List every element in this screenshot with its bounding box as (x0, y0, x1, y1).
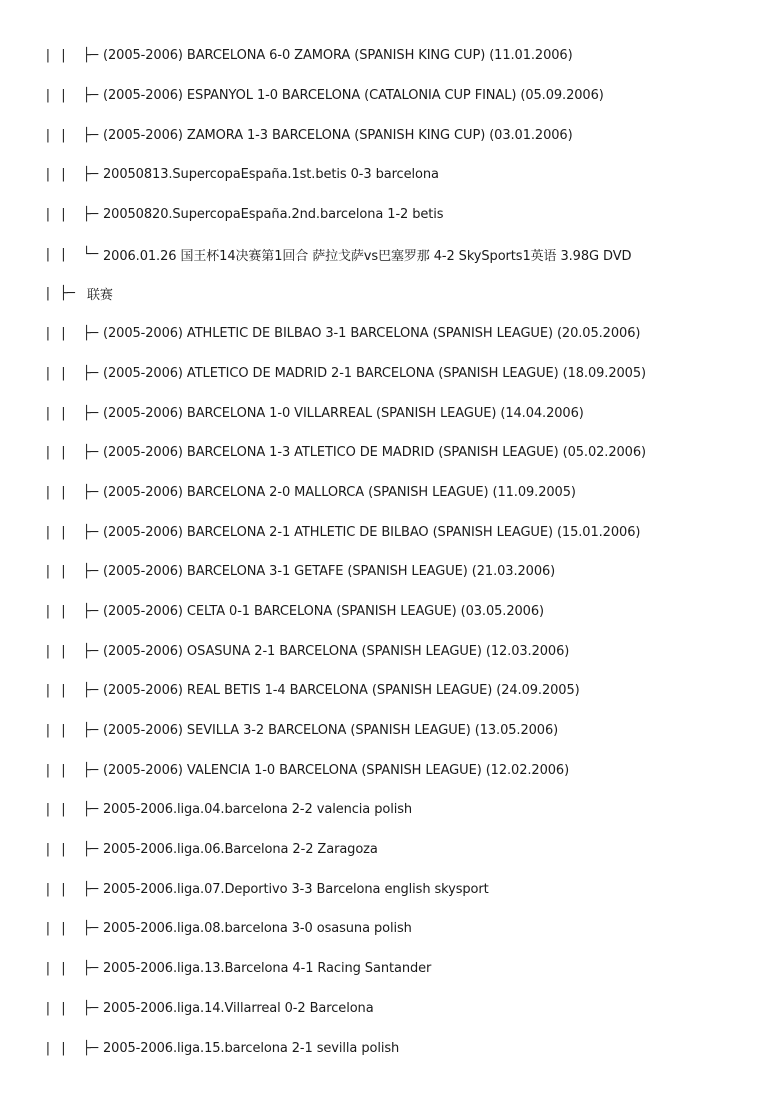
tree-branch-prefix: | | ├─ (44, 683, 99, 699)
file-name: (2005-2006) BARCELONA 2-0 MALLORCA (SPANISH LEAGUE) (11.09.2005) (103, 484, 576, 500)
tree-line (0, 750, 780, 790)
tree-line (0, 949, 780, 989)
file-name: (2005-2006) CELTA 0-1 BARCELONA (SPANISH LEAGUE) (03.05.2006) (103, 603, 544, 619)
tree-line (0, 354, 780, 394)
tree-branch-prefix: | | ├─ (44, 723, 99, 739)
file-name: (2005-2006) ATHLETIC DE BILBAO 3-1 BARCELONA (SPANISH LEAGUE) (20.05.2006) (103, 326, 641, 342)
tree-line (0, 314, 780, 354)
tree-branch-prefix: | | ├─ (44, 127, 99, 143)
tree-line (0, 155, 780, 195)
file-name: (2005-2006) BARCELONA 1-3 ATLETICO DE MADRID (SPANISH LEAGUE) (05.02.2006) (103, 445, 646, 461)
file-name: (2005-2006) ZAMORA 1-3 BARCELONA (SPANISH KING CUP) (03.01.2006) (103, 127, 573, 143)
tree-branch-prefix: | | ├─ (44, 564, 99, 580)
tree-branch-prefix: | | ├─ (44, 524, 99, 540)
tree-line (0, 274, 780, 314)
tree-branch-prefix: | | ├─ (44, 603, 99, 619)
tree-line (0, 830, 780, 870)
file-name: (2005-2006) REAL BETIS 1-4 BARCELONA (SPANISH LEAGUE) (24.09.2005) (103, 683, 580, 699)
tree-branch-prefix: | | ├─ (44, 207, 99, 223)
tree-line (0, 36, 780, 76)
tree-line (0, 234, 780, 274)
file-name: 2005-2006.liga.15.barcelona 2-1 sevilla polish (103, 1040, 400, 1056)
file-name: (2005-2006) BARCELONA 3-1 GETAFE (SPANISH LEAGUE) (21.03.2006) (103, 564, 556, 580)
file-name: 20050813.SupercopaEspaña.1st.betis 0-3 barcelona (103, 167, 439, 183)
file-name: (2005-2006) ATLETICO DE MADRID 2-1 BARCELONA (SPANISH LEAGUE) (18.09.2005) (103, 365, 646, 381)
tree-branch-prefix: | | ├─ (44, 48, 99, 64)
tree-branch-prefix: | | ├─ (44, 1000, 99, 1016)
tree-branch-prefix: | | ├─ (44, 881, 99, 897)
tree-branch-prefix: | | ├─ (44, 365, 99, 381)
tree-branch-prefix: | | ├─ (44, 643, 99, 659)
directory-tree (0, 36, 780, 1068)
tree-line (0, 989, 780, 1029)
tree-line (0, 393, 780, 433)
tree-branch-prefix: | | ├─ (44, 842, 99, 858)
tree-branch-prefix: | | └─ (44, 246, 99, 262)
tree-branch-prefix: | | ├─ (44, 1040, 99, 1056)
tree-line (0, 631, 780, 671)
tree-line (0, 473, 780, 513)
tree-branch-prefix: | | ├─ (44, 167, 99, 183)
file-name: 20050820.SupercopaEspaña.2nd.barcelona 1-2 betis (103, 207, 444, 223)
tree-branch-prefix: | | ├─ (44, 484, 99, 500)
tree-line (0, 869, 780, 909)
tree-line (0, 433, 780, 473)
tree-line (0, 909, 780, 949)
tree-line (0, 115, 780, 155)
tree-branch-prefix: | | ├─ (44, 762, 99, 778)
file-name: 2005-2006.liga.07.Deportivo 3-3 Barcelona english skysport (103, 881, 489, 897)
tree-line (0, 76, 780, 116)
file-name: 2005-2006.liga.08.barcelona 3-0 osasuna polish (103, 921, 412, 937)
tree-branch-prefix: | | ├─ (44, 88, 99, 104)
file-name: 2005-2006.liga.06.Barcelona 2-2 Zaragoza (103, 842, 378, 858)
file-name: (2005-2006) VALENCIA 1-0 BARCELONA (SPANISH LEAGUE) (12.02.2006) (103, 762, 570, 778)
file-name: (2005-2006) OSASUNA 2-1 BARCELONA (SPANISH LEAGUE) (12.03.2006) (103, 643, 570, 659)
tree-branch-prefix: | | ├─ (44, 405, 99, 421)
folder-name: 联赛 (87, 288, 113, 304)
tree-line (0, 552, 780, 592)
file-name: (2005-2006) ESPANYOL 1-0 BARCELONA (CATALONIA CUP FINAL) (05.09.2006) (103, 88, 604, 104)
tree-branch-prefix: | | ├─ (44, 961, 99, 977)
file-name: 2005-2006.liga.14.Villarreal 0-2 Barcelona (103, 1000, 374, 1016)
file-name: 2005-2006.liga.04.barcelona 2-2 valencia polish (103, 802, 413, 818)
tree-line (0, 195, 780, 235)
tree-branch-prefix: | ├─ (44, 286, 75, 302)
tree-branch-prefix: | | ├─ (44, 326, 99, 342)
tree-line (0, 711, 780, 751)
tree-line (0, 512, 780, 552)
file-name: (2005-2006) BARCELONA 6-0 ZAMORA (SPANISH KING CUP) (11.01.2006) (103, 48, 573, 64)
file-name: (2005-2006) BARCELONA 1-0 VILLARREAL (SPANISH LEAGUE) (14.04.2006) (103, 405, 584, 421)
tree-line (0, 790, 780, 830)
file-name: 2005-2006.liga.13.Barcelona 4-1 Racing Santander (103, 961, 432, 977)
file-name: 2006.01.26 国王杯14决赛第1回合 萨拉戈萨vs巴塞罗那 4-2 SkySports1英语 3.98G DVD (103, 248, 632, 264)
tree-line (0, 592, 780, 632)
tree-branch-prefix: | | ├─ (44, 445, 99, 461)
file-name: (2005-2006) BARCELONA 2-1 ATHLETIC DE BILBAO (SPANISH LEAGUE) (15.01.2006) (103, 524, 641, 540)
tree-line (0, 1028, 780, 1068)
tree-branch-prefix: | | ├─ (44, 802, 99, 818)
file-name: (2005-2006) SEVILLA 3-2 BARCELONA (SPANISH LEAGUE) (13.05.2006) (103, 723, 559, 739)
tree-line (0, 671, 780, 711)
tree-branch-prefix: | | ├─ (44, 921, 99, 937)
